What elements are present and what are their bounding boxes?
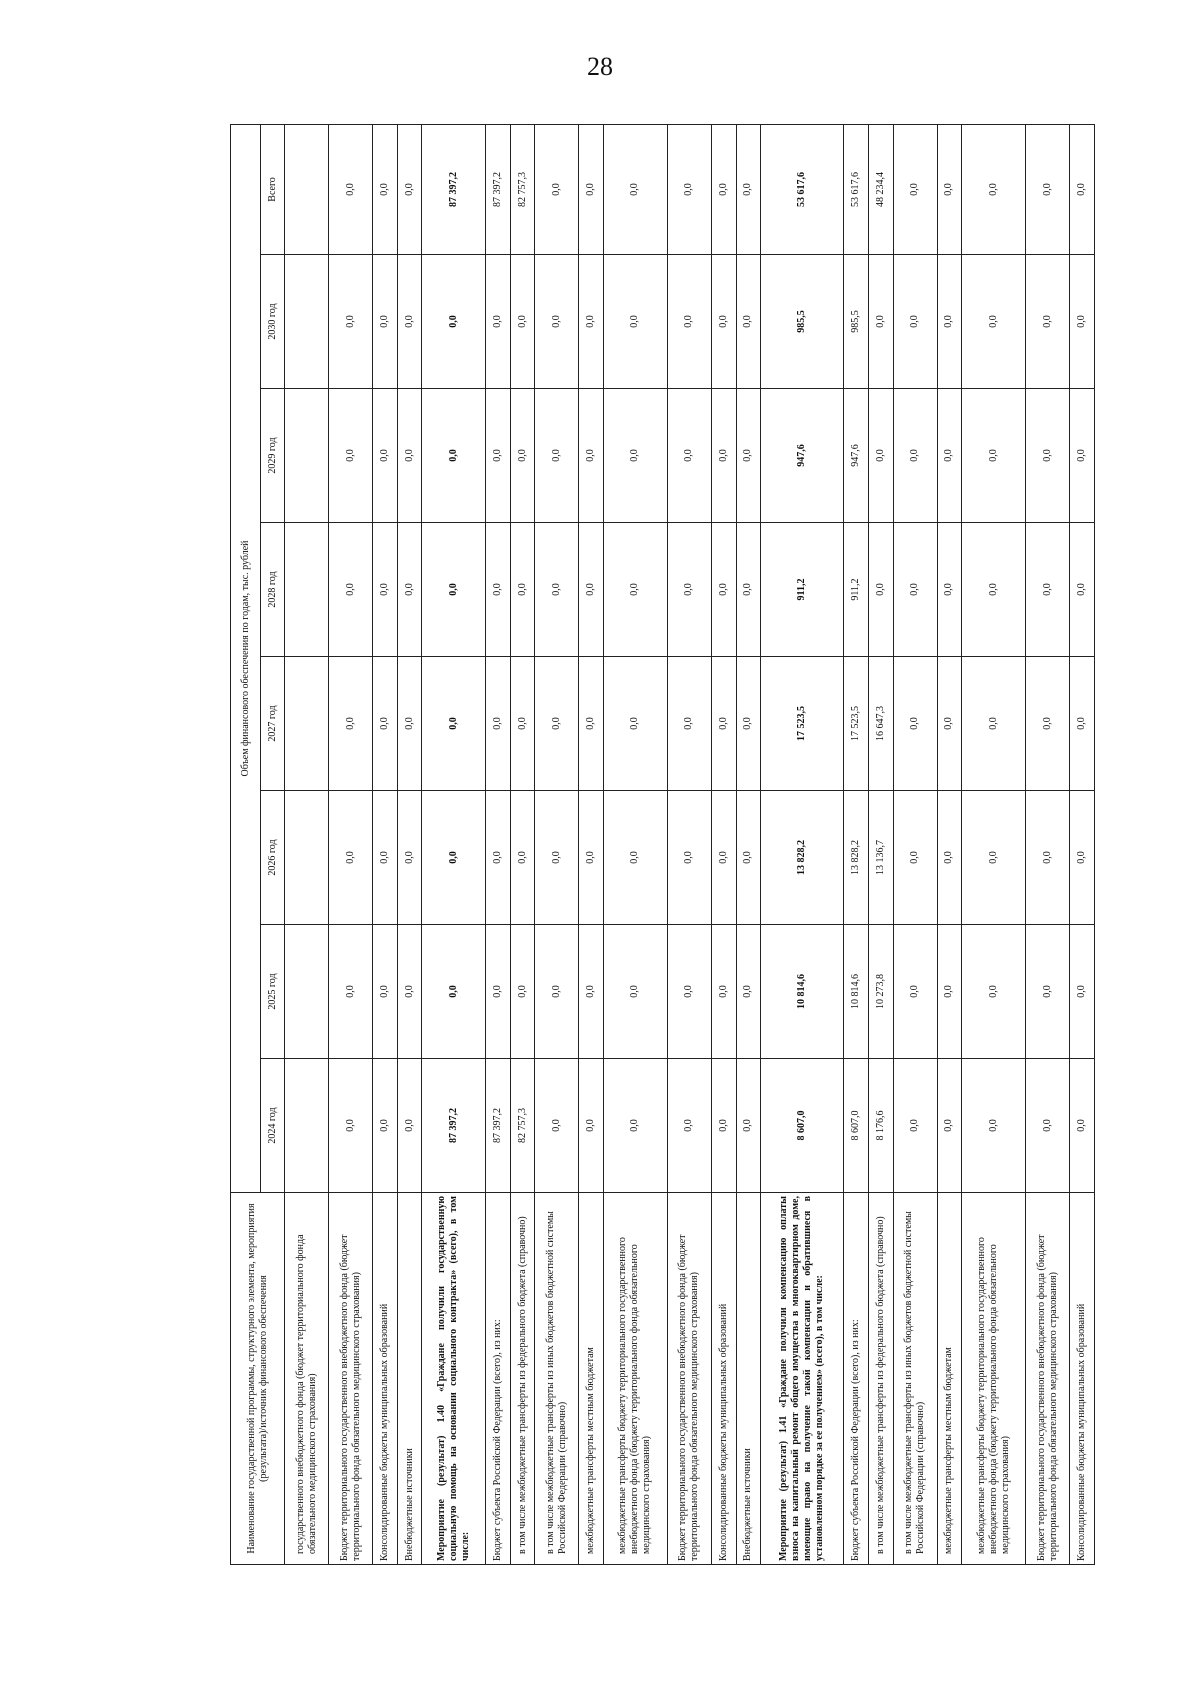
value-cell: 0,0 xyxy=(535,1059,579,1193)
table-row xyxy=(711,124,736,1564)
value-cell: 0,0 xyxy=(422,255,486,389)
value-cell: 0,0 xyxy=(962,791,1026,925)
value-cell: 0,0 xyxy=(893,657,937,791)
value-cell: 0,0 xyxy=(579,1059,604,1193)
value-cell: 0,0 xyxy=(373,389,398,523)
value-cell: 0,0 xyxy=(397,1059,422,1193)
row-label: межбюджетные трансферты бюджету территориального государственного внебюджетного фонда (бюджету территориального фонда обязательного медицинского страхования) xyxy=(962,1193,1026,1565)
value-cell: 0,0 xyxy=(397,925,422,1059)
value-cell: 0,0 xyxy=(711,657,736,791)
value-cell: 0,0 xyxy=(1070,389,1095,523)
table-row xyxy=(893,124,937,1564)
value-cell: 0,0 xyxy=(962,389,1026,523)
value-cell: 0,0 xyxy=(711,925,736,1059)
value-cell: 0,0 xyxy=(736,657,761,791)
value-cell: 0,0 xyxy=(373,1059,398,1193)
value-cell: 0,0 xyxy=(869,389,894,523)
header-year: Всего xyxy=(261,124,285,254)
value-cell: 0,0 xyxy=(893,124,937,254)
value-cell: 87 397,2 xyxy=(486,1059,511,1193)
value-cell: 0,0 xyxy=(1026,657,1070,791)
value-cell: 0,0 xyxy=(486,657,511,791)
value-cell xyxy=(285,255,329,389)
value-cell: 0,0 xyxy=(535,523,579,657)
value-cell: 10 273,8 xyxy=(869,925,894,1059)
value-cell: 0,0 xyxy=(962,124,1026,254)
value-cell xyxy=(285,791,329,925)
value-cell: 0,0 xyxy=(711,124,736,254)
value-cell: 13 828,2 xyxy=(761,791,844,925)
row-label: Консолидированные бюджеты муниципальных образований xyxy=(1070,1193,1095,1565)
value-cell: 0,0 xyxy=(869,523,894,657)
value-cell: 0,0 xyxy=(962,925,1026,1059)
row-label: Мероприятие (результат) 1.40 «Граждане получили государственную социальную помощь на основании социального контракта» (всего), в том числе: xyxy=(422,1193,486,1565)
value-cell: 0,0 xyxy=(1026,255,1070,389)
row-label: межбюджетные трансферты местным бюджетам xyxy=(937,1193,962,1565)
value-cell xyxy=(285,1059,329,1193)
table-row xyxy=(1026,124,1070,1564)
value-cell: 53 617,6 xyxy=(761,124,844,254)
value-cell: 0,0 xyxy=(329,925,373,1059)
value-cell: 0,0 xyxy=(373,657,398,791)
header-year: 2025 год xyxy=(261,925,285,1059)
value-cell: 0,0 xyxy=(579,657,604,791)
value-cell: 0,0 xyxy=(603,389,667,523)
value-cell: 0,0 xyxy=(1070,1059,1095,1193)
value-cell: 0,0 xyxy=(579,791,604,925)
table-row xyxy=(285,124,329,1564)
value-cell: 0,0 xyxy=(1070,791,1095,925)
value-cell: 17 523,5 xyxy=(844,657,869,791)
row-label: Бюджет территориального государственного внебюджетного фонда (бюджет территориального фонда обязательного медицинского страхования) xyxy=(329,1193,373,1565)
value-cell: 0,0 xyxy=(373,124,398,254)
value-cell: 0,0 xyxy=(486,255,511,389)
header-funding-volume: Объем финансового обеспечения по годам, тыс. рублей xyxy=(231,124,261,1192)
row-label: межбюджетные трансферты местным бюджетам xyxy=(579,1193,604,1565)
value-cell: 0,0 xyxy=(329,124,373,254)
value-cell: 13 828,2 xyxy=(844,791,869,925)
value-cell: 0,0 xyxy=(603,1059,667,1193)
value-cell: 53 617,6 xyxy=(844,124,869,254)
row-label: Бюджет территориального государственного внебюджетного фонда (бюджет территориального фонда обязательного медицинского страхования) xyxy=(667,1193,711,1565)
value-cell: 0,0 xyxy=(869,255,894,389)
row-label: в том числе межбюджетные трансферты из иных бюджетов бюджетной системы Российской Федерации (справочно) xyxy=(893,1193,937,1565)
value-cell: 0,0 xyxy=(962,657,1026,791)
value-cell: 0,0 xyxy=(510,925,535,1059)
row-label: Мероприятие (результат) 1.41 «Граждане получили компенсацию оплаты взноса на капитальный ремонт общего имущества в многоквартирном доме, имеющие право на получение такой компенсации и обратившиеся в установленном порядке за ее получением» (всего), в том числе: xyxy=(761,1193,844,1565)
value-cell: 0,0 xyxy=(510,523,535,657)
value-cell: 0,0 xyxy=(422,791,486,925)
row-label: Бюджет территориального государственного внебюджетного фонда (бюджет территориального фонда обязательного медицинского страхования) xyxy=(1026,1193,1070,1565)
value-cell: 0,0 xyxy=(603,791,667,925)
value-cell: 0,0 xyxy=(1070,124,1095,254)
value-cell: 0,0 xyxy=(667,124,711,254)
table-row xyxy=(667,124,711,1564)
value-cell: 911,2 xyxy=(844,523,869,657)
value-cell: 0,0 xyxy=(893,791,937,925)
table-row xyxy=(397,124,422,1564)
value-cell: 87 397,2 xyxy=(486,124,511,254)
value-cell: 947,6 xyxy=(844,389,869,523)
value-cell: 0,0 xyxy=(893,925,937,1059)
value-cell: 0,0 xyxy=(667,791,711,925)
value-cell: 0,0 xyxy=(397,124,422,254)
value-cell: 0,0 xyxy=(535,657,579,791)
value-cell: 0,0 xyxy=(1026,124,1070,254)
value-cell: 0,0 xyxy=(422,523,486,657)
value-cell: 0,0 xyxy=(937,255,962,389)
value-cell: 87 397,2 xyxy=(422,1059,486,1193)
table-row xyxy=(962,124,1026,1564)
value-cell: 0,0 xyxy=(603,657,667,791)
value-cell: 0,0 xyxy=(1070,255,1095,389)
page-number: 28 xyxy=(587,52,613,81)
value-cell: 0,0 xyxy=(486,523,511,657)
value-cell: 0,0 xyxy=(667,523,711,657)
value-cell: 0,0 xyxy=(397,255,422,389)
value-cell: 0,0 xyxy=(711,1059,736,1193)
table-row xyxy=(869,124,894,1564)
row-label: государственного внебюджетного фонда (бюджет территориального фонда обязательного медицинского страхования) xyxy=(285,1193,329,1565)
value-cell: 0,0 xyxy=(329,1059,373,1193)
table-row xyxy=(329,124,373,1564)
value-cell: 0,0 xyxy=(603,925,667,1059)
value-cell: 0,0 xyxy=(962,523,1026,657)
value-cell: 0,0 xyxy=(373,255,398,389)
header-year: 2028 год xyxy=(261,523,285,657)
value-cell: 0,0 xyxy=(422,925,486,1059)
value-cell: 0,0 xyxy=(422,657,486,791)
value-cell: 0,0 xyxy=(329,389,373,523)
rotated-page-content xyxy=(230,125,1095,1565)
row-label: межбюджетные трансферты бюджету территориального государственного внебюджетного фонда (бюджету территориального фонда обязательного медицинского страхования) xyxy=(603,1193,667,1565)
value-cell: 0,0 xyxy=(373,925,398,1059)
value-cell: 0,0 xyxy=(1070,925,1095,1059)
value-cell: 0,0 xyxy=(711,523,736,657)
value-cell: 0,0 xyxy=(1026,1059,1070,1193)
value-cell: 0,0 xyxy=(667,1059,711,1193)
value-cell: 0,0 xyxy=(329,657,373,791)
value-cell: 0,0 xyxy=(329,791,373,925)
value-cell: 0,0 xyxy=(535,389,579,523)
value-cell: 911,2 xyxy=(761,523,844,657)
value-cell: 8 607,0 xyxy=(844,1059,869,1193)
value-cell: 0,0 xyxy=(579,523,604,657)
header-year: 2030 год xyxy=(261,255,285,389)
value-cell: 0,0 xyxy=(937,925,962,1059)
value-cell: 0,0 xyxy=(667,255,711,389)
table-row xyxy=(579,124,604,1564)
value-cell: 0,0 xyxy=(486,389,511,523)
value-cell: 0,0 xyxy=(535,791,579,925)
value-cell: 0,0 xyxy=(893,389,937,523)
value-cell: 0,0 xyxy=(603,523,667,657)
value-cell: 0,0 xyxy=(937,1059,962,1193)
value-cell: 0,0 xyxy=(510,389,535,523)
value-cell: 0,0 xyxy=(711,389,736,523)
value-cell: 0,0 xyxy=(736,791,761,925)
value-cell: 17 523,5 xyxy=(761,657,844,791)
row-label: Внебюджетные источники xyxy=(736,1193,761,1565)
table-row xyxy=(736,124,761,1564)
value-cell: 0,0 xyxy=(422,389,486,523)
value-cell: 0,0 xyxy=(893,523,937,657)
row-label: в том числе межбюджетные трансферты из федерального бюджета (справочно) xyxy=(869,1193,894,1565)
value-cell: 0,0 xyxy=(736,523,761,657)
value-cell: 0,0 xyxy=(1026,523,1070,657)
value-cell: 0,0 xyxy=(937,389,962,523)
value-cell: 0,0 xyxy=(1070,657,1095,791)
value-cell: 0,0 xyxy=(535,925,579,1059)
value-cell: 0,0 xyxy=(397,389,422,523)
header-year: 2024 год xyxy=(261,1059,285,1193)
value-cell: 0,0 xyxy=(535,255,579,389)
value-cell: 0,0 xyxy=(711,255,736,389)
value-cell: 0,0 xyxy=(397,791,422,925)
table-row xyxy=(761,124,844,1564)
table-row xyxy=(937,124,962,1564)
row-label: в том числе межбюджетные трансферты из иных бюджетов бюджетной системы Российской Федерации (справочно) xyxy=(535,1193,579,1565)
value-cell: 0,0 xyxy=(937,657,962,791)
value-cell: 0,0 xyxy=(579,389,604,523)
value-cell: 0,0 xyxy=(736,925,761,1059)
value-cell xyxy=(285,124,329,254)
value-cell: 0,0 xyxy=(736,124,761,254)
value-cell: 0,0 xyxy=(1026,925,1070,1059)
funding-table xyxy=(230,124,1095,1565)
value-cell: 0,0 xyxy=(1026,791,1070,925)
row-label: Бюджет субъекта Российской Федерации (всего), из них: xyxy=(844,1193,869,1565)
value-cell: 0,0 xyxy=(510,255,535,389)
value-cell: 0,0 xyxy=(937,791,962,925)
row-label: Консолидированные бюджеты муниципальных образований xyxy=(373,1193,398,1565)
row-label: Консолидированные бюджеты муниципальных образований xyxy=(711,1193,736,1565)
value-cell xyxy=(285,657,329,791)
value-cell: 0,0 xyxy=(579,255,604,389)
value-cell: 0,0 xyxy=(962,1059,1026,1193)
value-cell: 0,0 xyxy=(893,255,937,389)
value-cell: 13 136,7 xyxy=(869,791,894,925)
row-label: Бюджет субъекта Российской Федерации (всего), из них: xyxy=(486,1193,511,1565)
value-cell: 0,0 xyxy=(937,523,962,657)
value-cell xyxy=(285,925,329,1059)
value-cell: 985,5 xyxy=(844,255,869,389)
table-row xyxy=(373,124,398,1564)
value-cell xyxy=(285,523,329,657)
value-cell: 8 176,6 xyxy=(869,1059,894,1193)
value-cell: 985,5 xyxy=(761,255,844,389)
table-row xyxy=(510,124,535,1564)
value-cell: 0,0 xyxy=(397,657,422,791)
row-label: Внебюджетные источники xyxy=(397,1193,422,1565)
value-cell: 0,0 xyxy=(603,124,667,254)
value-cell: 0,0 xyxy=(667,925,711,1059)
value-cell: 82 757,3 xyxy=(510,1059,535,1193)
value-cell: 0,0 xyxy=(736,255,761,389)
value-cell: 0,0 xyxy=(579,124,604,254)
header-name: Наименование государственной программы, структурного элемента, мероприятия (результата)/источник финансового обеспечения xyxy=(231,1193,285,1565)
value-cell: 0,0 xyxy=(373,791,398,925)
header-year: 2027 год xyxy=(261,657,285,791)
value-cell: 0,0 xyxy=(329,255,373,389)
value-cell: 0,0 xyxy=(510,657,535,791)
value-cell: 0,0 xyxy=(893,1059,937,1193)
value-cell: 947,6 xyxy=(761,389,844,523)
value-cell: 0,0 xyxy=(510,791,535,925)
value-cell: 0,0 xyxy=(535,124,579,254)
value-cell: 0,0 xyxy=(579,925,604,1059)
value-cell: 0,0 xyxy=(667,657,711,791)
table-row xyxy=(1070,124,1095,1564)
value-cell: 8 607,0 xyxy=(761,1059,844,1193)
value-cell: 0,0 xyxy=(667,389,711,523)
value-cell: 0,0 xyxy=(1070,523,1095,657)
value-cell: 48 234,4 xyxy=(869,124,894,254)
value-cell: 16 647,3 xyxy=(869,657,894,791)
value-cell xyxy=(285,389,329,523)
header-year: 2026 год xyxy=(261,791,285,925)
value-cell: 10 814,6 xyxy=(761,925,844,1059)
value-cell: 0,0 xyxy=(736,389,761,523)
value-cell: 0,0 xyxy=(486,791,511,925)
table-row xyxy=(535,124,579,1564)
value-cell: 0,0 xyxy=(486,925,511,1059)
table-row xyxy=(844,124,869,1564)
value-cell: 82 757,3 xyxy=(510,124,535,254)
table-row xyxy=(486,124,511,1564)
value-cell: 0,0 xyxy=(937,124,962,254)
value-cell: 0,0 xyxy=(736,1059,761,1193)
header-year: 2029 год xyxy=(261,389,285,523)
value-cell: 0,0 xyxy=(397,523,422,657)
value-cell: 0,0 xyxy=(1026,389,1070,523)
value-cell: 0,0 xyxy=(373,523,398,657)
row-label: в том числе межбюджетные трансферты из федерального бюджета (справочно) xyxy=(510,1193,535,1565)
table-row xyxy=(603,124,667,1564)
value-cell: 10 814,6 xyxy=(844,925,869,1059)
value-cell: 87 397,2 xyxy=(422,124,486,254)
value-cell: 0,0 xyxy=(329,523,373,657)
value-cell: 0,0 xyxy=(962,255,1026,389)
table-row xyxy=(422,124,486,1564)
value-cell: 0,0 xyxy=(603,255,667,389)
value-cell: 0,0 xyxy=(711,791,736,925)
